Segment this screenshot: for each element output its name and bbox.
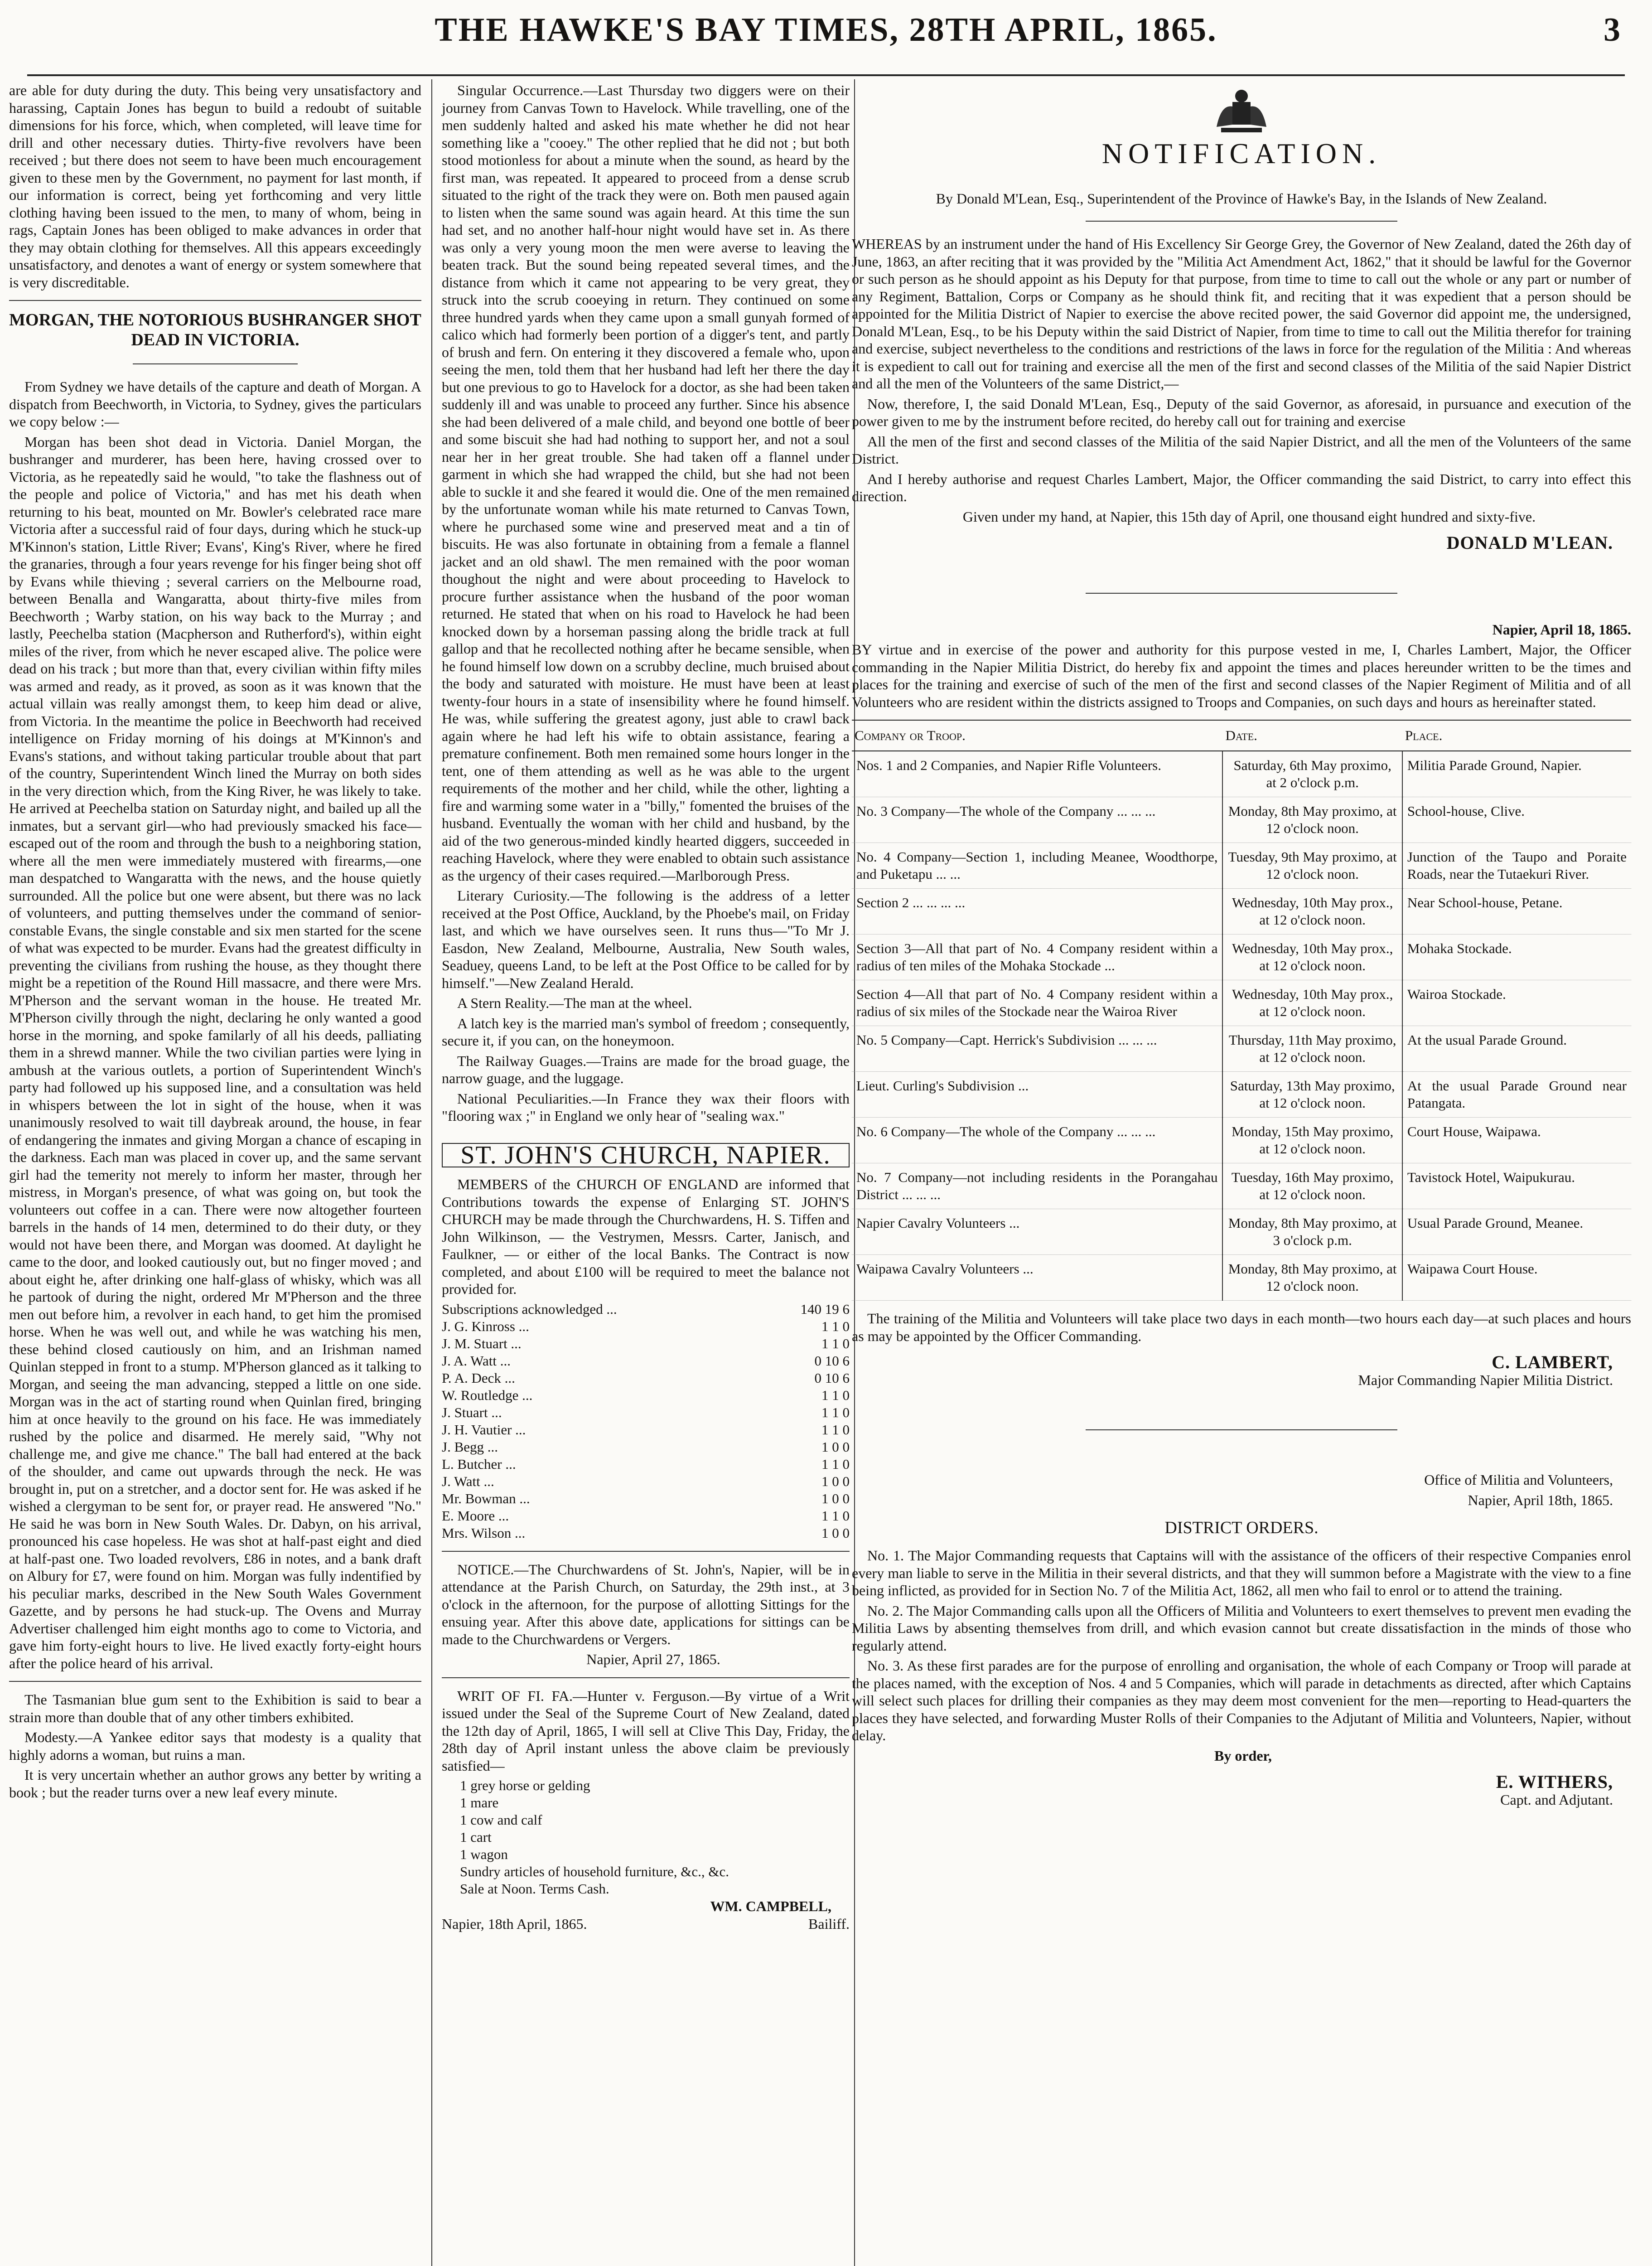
subscriber-amount: 1 0 0: [821, 1438, 850, 1455]
place-cell: Junction of the Taupo and Poraite Roads, near the Tutaekuri River.: [1402, 843, 1631, 889]
list-item: [442, 1473, 850, 1490]
company-cell: No. 7 Company—not including residents in the Porangahau District ... ... ...: [852, 1163, 1222, 1209]
article-paragraph: Morgan has been shot dead in Victoria. Daniel Morgan, the bushranger and murderer, has been here, having crossed over to Victoria, as he repeatedly said he would, "to take the flashness out of the people and police of Victoria," and has met his death when returning to his beat, mounted on Mr. Bowler's celebrated race mare Victoria after a successful raid of four days, during which he stuck-up M'Kinnon's station, Little River; Evans', King's River, where he fired the granaries, through a four years revenge for his finger being shot off by Evans while thieving ; several carriers on the Melbourne road, between Benalla and Wangaratta, about thirty-five miles from Beechworth ; Warby station, on his way back to the Murray ; and lastly, Peechelba station (Macpherson and Rutherford's), within eight miles of the river, from which he never escaped alive. The police were dead on his track ; but more than that, every civilian within fifty miles was armed and ready, as it proved, as soon as it was known that the actual villain was really amongst them, to keep him dead or alive, from Victoria. In the meantime the police in Beechworth had received intelligence on Friday morning of his doings at M'Kinnon's and Evans's stations, and without taking particular trouble about that part of the country, Superintendent Winch lined the Murray on both sides in the very direction which, from the King River, he was likely to take. He arrived at Peechelba station on Saturday night, and bailed up all the inmates, but a servant girl—who had previously smacked his face—escaped out of the room and through the bush to a neighboring station, where all the men were immediately mustered with firearms,—one man despatched to Wangaratta with the news, and the house quietly surrounded. All the police but one were absent, but there was no lack of volunteers, and putting themselves under the command of senior-constable Evans, the single constable and six men started for the scene of what was expected to be murder. Evans had the greatest difficulty in preventing the civilians from rushing the house, as they thought there might be a repetition of the Round Hill massacre, and there were Mrs. M'Pherson and the servant woman in the house. He treated Mr. M'Pherson civilly through the night, declaring he only wanted a good horse in the morning, and spoke familarly of all his deeds, palliating them in a shrewd manner. While the two civilian parties were lying in ambush at the various outlets, a portion of Superintendent Winch's party had followed up his supposed line, and a consultation was held in whispers between the lot in sight of the house, when it was unanimously resolved to wait till daybreak around, the house, in fear of endangering the inmates and giving Morgan a chance of escaping in the darkness. Each man was placed in cover up, and the same servant girl had the temerity not merely to inform her master, through her mistress, in Morgan's presence, of what was going on, but took the volunteers out coffee in a can. There were now altogether fourteen barrels in the hands of 14 men, determined to do their duty, or they would not have been there, and Morgan was doomed. At daylight he came to the door, and looked cautiously out, but no finger moved ; and about eight he, after drinking one half-glass of whisky, which was all he partook of during the night, ordered Mr M'Pherson and the three men out before him, a revolver in each hand, to get him the promised horse. When he was well out, and while he was watching his men, these behind closed cautiously on him, and an Irishman named Quinlan stepped in front to a stump. M'Pherson glanced as it talking to Morgan, and seeing the man advancing, stepped a little on one side. Morgan was in the act of starting round when Quinlan fired, bringing him at once heavily to the ground on his face. He was immediately rushed by the police and disarmed. He merely said, "Why not challenge me, and give me chance." The ball had entered at the back of the shoulder, and came out upwards through the neck. He was brought in, put on a stretcher, and a doctor sent for. He was asked if he wished a clergyman to be sent for, or prayer read. He answered "No." He said he was born in New South Wales. Dr. Dabyn, on his arrival, pronounced his case hopeless. He was shot at half-past eight and died at half-past one. Two loaded revolvers, £86 in notes, and a bank draft on Albury for £7, were found on him. Morgan was fully indentified by his peculiar marks, described in the New South Wales Government Gazette, and by persons he had stuck-up. The Ovens and Murray Advertiser challenged him eight months ago to come to Victoria, and gave him forty-eight hours to live. He lived exactly forty-eight hours after the police heard of his arrival.: [9, 433, 421, 1671]
company-cell: Section 3—All that part of No. 4 Company resident within a radius of ten miles of the Mohaka Stockade ...: [852, 934, 1222, 980]
place-cell: At the usual Parade Ground.: [1402, 1026, 1631, 1072]
writ-items: [442, 1777, 850, 1898]
notification-signature: DONALD M'LEAN.: [1446, 533, 1613, 553]
date-cell: Tuesday, 9th May proximo, at 12 o'clock noon.: [1222, 843, 1402, 889]
church-notice: MEMBERS of the CHURCH OF ENGLAND are informed that Contributions towards the expense of Enlarging ST. JOHN'S CHURCH may be made through the Churchwardens, H. S. Tiffen and John Wilkinson, — the Vestrymen, Messrs. Carter, Janisch, and Faulkner, — or either of the local Banks. The Contract is now completed, and about £100 will be required to meet the balance not provided for.: [442, 1176, 850, 1297]
article-paragraph: A latch key is the married man's symbol of freedom ; consequently, secure it, if you can, on the honeymoon.: [442, 1015, 850, 1049]
subscriber-amount: 1 1 0: [821, 1404, 850, 1420]
table-row: [852, 889, 1631, 934]
column-1: [9, 82, 421, 1804]
table-row: [852, 1118, 1631, 1163]
notification-whereas: WHEREAS by an instrument under the hand of His Excellency Sir George Grey, the Governor of New Zealand, dated the 26th day of June, 1863, an after reciting that it was provided by the "Militia Act Amendment Act, 1862," that it should be lawful for the Governor or such person as he should appoint as his Deputy for that purpose, from time to time to call out the whole or any part or number of any Regiment, Battalion, Corps or Company as he should think fit, and reciting that it was expedient that a person should be appointed for the Militia District of Napier to exercise the above recited power, the said Governor did appoint me, the undersigned, Donald M'Lean, Esq., to be his Deputy within the said District of Napier, from time to time to call out the Militia therefor for training and exercise, subject nevertheless to the conditions and restrictions of the laws in force for the regulation of the Militia : And whereas it is expedient to call out for training and exercise all the men of the first and second classes of the Militia of the said Napier District and all the men of the Volunteers of the same District,—: [852, 236, 1631, 392]
table-row: [852, 751, 1631, 797]
notification-byline: By Donald M'Lean, Esq., Superintendent of the Province of Hawke's Bay, in the Islands of New Zealand.: [936, 190, 1547, 207]
company-cell: No. 6 Company—The whole of the Company ... ... ...: [852, 1118, 1222, 1163]
column-header: Date.: [1222, 720, 1402, 751]
article-heading: MORGAN, THE NOTORIOUS BUSHRANGER SHOT DEAD IN VICTORIA.: [9, 310, 421, 349]
subscriber-amount: 1 1 0: [821, 1318, 850, 1334]
list-item: [442, 1438, 850, 1456]
divider: [1086, 221, 1397, 222]
list-item: [442, 1318, 850, 1335]
subscriber-name: E. Moore ...: [442, 1507, 509, 1524]
order-dateline: Napier, April 18, 1865.: [1492, 621, 1631, 638]
subscriber-name: J. M. Stuart ...: [442, 1335, 522, 1351]
place-cell: Militia Parade Ground, Napier.: [1402, 751, 1631, 797]
date-cell: Wednesday, 10th May prox., at 12 o'clock noon.: [1222, 934, 1402, 980]
column-2: [442, 82, 850, 1932]
list-item: [442, 1421, 850, 1438]
date-cell: Monday, 8th May proximo, at 3 o'clock p.m.: [1222, 1209, 1402, 1255]
place-cell: Court House, Waipawa.: [1402, 1118, 1631, 1163]
masthead: [27, 6, 1625, 76]
district-dateline: Napier, April 18th, 1865.: [1468, 1491, 1613, 1508]
article-paragraph: From Sydney we have details of the capture and death of Morgan. A dispatch from Beechworth, in Victoria, to Sydney, gives the particulars we copy below :—: [9, 378, 421, 430]
article-paragraph: Modesty.—A Yankee editor says that modesty is a quality that highly adorns a woman, but ruins a man.: [9, 1729, 421, 1763]
subscription-amount: 140 19 6: [800, 1301, 850, 1317]
date-cell: Monday, 15th May proximo, at 12 o'clock noon.: [1222, 1118, 1402, 1163]
list-item: [442, 1335, 850, 1352]
table-row: [852, 1026, 1631, 1072]
list-item: [442, 1490, 850, 1507]
list-item: 1 cart: [460, 1829, 492, 1845]
page-number: 3: [1604, 11, 1620, 48]
company-cell: Lieut. Curling's Subdivision ...: [852, 1072, 1222, 1118]
list-item: [442, 1387, 850, 1404]
list-item: 1 mare: [460, 1795, 499, 1811]
subscription-label: Subscriptions acknowledged ...: [442, 1301, 617, 1317]
divider: [1086, 593, 1397, 594]
date-cell: Thursday, 11th May proximo, at 12 o'clock noon.: [1222, 1026, 1402, 1072]
place-cell: Waipawa Court House.: [1402, 1255, 1631, 1301]
company-cell: No. 4 Company—Section 1, including Meanee, Woodthorpe, and Puketapu ... ...: [852, 843, 1222, 889]
order-signature: C. LAMBERT,: [1492, 1352, 1613, 1372]
place-cell: Mohaka Stockade.: [1402, 934, 1631, 980]
place-cell: Near School-house, Petane.: [1402, 889, 1631, 934]
writ-role: Bailiff.: [808, 1915, 850, 1932]
list-item: 1 grey horse or gelding: [460, 1777, 590, 1793]
district-signer-role: Capt. and Adjutant.: [1500, 1791, 1613, 1808]
district-order-item: No. 1. The Major Commanding requests that Captains will with the assistance of the officers of their respective Companies enrol every man liable to serve in the Militia in their several districts, and that they will summon before a Magistrate with the view to a fine being inflicted, as provided for in Section No. 7 of the Militia Act, 1862, all men who fail to enrol or to attend the training.: [852, 1547, 1631, 1598]
divider: [133, 363, 298, 364]
column-header: Place.: [1402, 720, 1631, 751]
date-cell: Tuesday, 16th May proximo, at 12 o'clock noon.: [1222, 1163, 1402, 1209]
subscriber-name: P. A. Deck ...: [442, 1370, 515, 1386]
table-row: [852, 934, 1631, 980]
column-header: Company or Troop.: [852, 720, 1222, 751]
notification-paragraph: And I hereby authorise and request Charles Lambert, Major, the Officer commanding the said District, to carry into effect this direction.: [852, 470, 1631, 504]
writ-notice: WRIT OF FI. FA.—Hunter v. Ferguson.—By virtue of a Writ issued under the Seal of the Supreme Court of New Zealand, dated the 12th day of April, 1865, I will sell at Clive This Day, Friday, the 28th day of April instant unless the above claim be previously satisfied—: [442, 1687, 850, 1774]
by-order: By order,: [1214, 1747, 1272, 1764]
company-cell: Nos. 1 and 2 Companies, and Napier Rifle Volunteers.: [852, 751, 1222, 797]
column-3: [852, 82, 1631, 1811]
date-cell: Monday, 8th May proximo, at 12 o'clock noon.: [1222, 1255, 1402, 1301]
subscriber-name: L. Butcher ...: [442, 1456, 516, 1472]
royal-coat-of-arms-icon: [1208, 86, 1275, 136]
date-cell: Wednesday, 10th May prox., at 12 o'clock noon.: [1222, 980, 1402, 1026]
writ-footer: [442, 1915, 850, 1933]
divider: [442, 1551, 850, 1552]
company-cell: Napier Cavalry Volunteers ...: [852, 1209, 1222, 1255]
writ-signature: WM. CAMPBELL,: [710, 1898, 831, 1914]
table-row: [852, 980, 1631, 1026]
subscriber-amount: 0 10 6: [814, 1370, 850, 1386]
article-continuation: are able for duty during the duty. This being very unsatisfactory and harassing, Captain Jones has begun to build a redoubt of suitable dimensions for his force, which, when completed, will leave time for drill and other necessary duties. Thirty-five revolvers have been received ; but there does not seem to have been much encouragement given to these men by the Government, no payment for last month, if our information is correct, being yet forthcoming and very little clothing having been issued to the men, to many of whom, being in rags, Captain Jones has been obliged to make advances in order that they may obtain clothing for themselves. All this appears exceedingly unsatisfactory, and denotes a want of energy or system somewhere that is very discreditable.: [9, 82, 421, 291]
date-cell: Wednesday, 10th May prox., at 12 o'clock noon.: [1222, 889, 1402, 934]
subscriber-name: J. A. Watt ...: [442, 1352, 511, 1369]
subscriber-amount: 1 1 0: [821, 1507, 850, 1524]
article-paragraph: A Stern Reality.—The man at the wheel.: [457, 995, 692, 1011]
list-item: [442, 1370, 850, 1387]
subscriber-amount: 1 1 0: [821, 1421, 850, 1438]
divider: [442, 1677, 850, 1678]
district-order-item: No. 3. As these first parades are for the purpose of enrolling and organisation, the whole of each Company or Troop will parade at the places named, with the exception of Nos. 4 and 5 Companies, which will parade in detachments as directed, after which Captains will select such places for drilling their companies as they may deem most convenient for the men—reporting to Head-quarters the places they have selected, and forwarding Muster Rolls of their Companies to the Adjutant of Militia and Volunteers, Napier, without delay.: [852, 1657, 1631, 1743]
table-row: [852, 1072, 1631, 1118]
district-order-item: No. 2. The Major Commanding calls upon all the Officers of Militia and Volunteers to exert themselves to prevent men evading the Militia Laws by absenting themselves from drill, and which evasion cannot but create dissatisfaction in the minds of those who regularly attend.: [852, 1602, 1631, 1654]
vestry-notice: NOTICE.—The Churchwardens of St. John's, Napier, will be in attendance at the Parish Church, on Saturday, the 29th inst., at 3 o'clock in the afternoon, for the purpose of allotting Sittings for the ensuing year. After this above date, applications for sittings can be made to the Churchwardens or Vergers.: [442, 1561, 850, 1647]
divider: [9, 300, 421, 301]
subscriber-amount: 1 0 0: [821, 1525, 850, 1541]
list-item: 1 cow and calf: [460, 1812, 542, 1828]
place-cell: Wairoa Stockade.: [1402, 980, 1631, 1026]
list-item: [442, 1525, 850, 1542]
order-footer: The training of the Militia and Volunteers will take place two days in each month—two hours each day—at such places and hours as may be appointed by the Officer Commanding.: [852, 1310, 1631, 1344]
list-item: [442, 1352, 850, 1370]
date-cell: Monday, 8th May proximo, at 12 o'clock noon.: [1222, 797, 1402, 843]
subscriber-name: J. Watt ...: [442, 1473, 494, 1489]
subscriber-name: J. Begg ...: [442, 1438, 498, 1455]
subscriber-amount: 1 1 0: [821, 1456, 850, 1472]
writ-date: Napier, 18th April, 1865.: [442, 1915, 587, 1932]
subscriber-amount: 1 1 0: [821, 1335, 850, 1351]
table-row: [852, 1255, 1631, 1301]
company-cell: Section 2 ... ... ... ...: [852, 889, 1222, 934]
article-paragraph: It is very uncertain whether an author grows any better by writing a book ; but the reader turns over a new leaf every minute.: [9, 1767, 421, 1801]
company-cell: No. 5 Company—Capt. Herrick's Subdivision ... ... ...: [852, 1026, 1222, 1072]
notification-given: Given under my hand, at Napier, this 15th day of April, one thousand eight hundred and sixty-five.: [962, 508, 1536, 525]
article-paragraph: The Tasmanian blue gum sent to the Exhibition is said to bear a strain more than double that of any other timbers exhibited.: [9, 1691, 421, 1725]
subscription-list: [442, 1301, 850, 1542]
company-cell: No. 3 Company—The whole of the Company ... ... ...: [852, 797, 1222, 843]
subscriber-amount: 1 1 0: [821, 1387, 850, 1403]
subscriber-name: Mrs. Wilson ...: [442, 1525, 526, 1541]
article-paragraph: National Peculiarities.—In France they wax their floors with "flooring wax ;" in England we only hear of "sealing wax.": [442, 1090, 850, 1124]
table-row: [852, 797, 1631, 843]
place-cell: School-house, Clive.: [1402, 797, 1631, 843]
subscriber-amount: 1 0 0: [821, 1490, 850, 1506]
list-item: [442, 1301, 850, 1318]
table-header-row: [852, 720, 1631, 751]
notification-paragraph: Now, therefore, I, the said Donald M'Lean, Esq., Deputy of the said Governor, as aforesaid, in pursuance and execution of the power given to me by the instrument before recited, do hereby call out for training and exercise: [852, 395, 1631, 429]
order-body: BY virtue and in exercise of the power and authority for this purpose vested in me, I, Charles Lambert, Major, the Officer commanding in the Napier Militia District, do hereby fix and appoint the times and places hereunder written to be the times and places for the training and exercise of such of the men of the first and second classes of the Napier Regiment of Militia and of all Volunteers who are resident within the districts assigned to Troops and Companies, on such days and hours as hereinafter stated.: [852, 641, 1631, 710]
article-paragraph: The Railway Guages.—Trains are made for the broad guage, the narrow guage, and the luggage.: [442, 1052, 850, 1086]
place-cell: Tavistock Hotel, Waipukurau.: [1402, 1163, 1631, 1209]
notice-date: Napier, April 27, 1865.: [586, 1651, 720, 1667]
district-signature: E. WITHERS,: [1496, 1772, 1613, 1792]
church-heading: ST. JOHN'S CHURCH, NAPIER.: [442, 1143, 850, 1168]
list-item: Sundry articles of household furniture, &c., &c.: [460, 1864, 729, 1879]
subscriber-name: W. Routledge ...: [442, 1387, 533, 1403]
list-item: [442, 1456, 850, 1473]
divider: [1086, 1429, 1397, 1430]
company-cell: Section 4—All that part of No. 4 Company resident within a radius of six miles of the Stockade near the Wairoa River: [852, 980, 1222, 1026]
table-row: [852, 1163, 1631, 1209]
article-paragraph: Singular Occurrence.—Last Thursday two diggers were on their journey from Canvas Town to Havelock. While travelling, one of the men suddenly halted and asked his mate whether he did not hear something like a "cooey." The other replied that he did not ; but both stood motionless for about a minute when the sound, as heard by the first man, was repeated. It appeared to proceed from a dense scrub situated to the right of the track they were on. Both men paused again to listen when the same sound was again heard. At this time the sun had set, and no another half-hour night would have set in. As there was only a very young moon the men were averse to leaving the beaten track. But the sound being repeated several times, and the distance from which it came not appearing to be very great, they struck into the scrub cooeying in return. They continued on some three hundred yards when they came upon a small gunyah formed of calico which had formerly been portion of a digger's tent, and partly of brush and fern. On entering it they discovered a female who, upon seeing the men, told them that her husband had left her there the day but one previous to go to Havelock for a doctor, as she had been taken suddenly ill and was unable to proceed any further. Since his absence she had been delivered of a male child, and beyond one bottle of beer and some biscuit she had had nothing to support her, and not a soul near her in her great trouble. She had taken off a flannel under garment in which she had wrapped the child, but she had not been able to suckle it and she feared it would die. One of the men remained by the unfortunate woman while his mate returned to Canvas Town, where he purchased some wine and preserved meat and a tin of biscuits. He was also fortunate in obtaining from a female a flannel jacket and an old shawl. The men remained with the poor woman thoughout the night and were about proceeding to Havelock to procure further assistance when the husband of the poor woman returned. He stated that when on his road to Havelock he had been knocked down by a horseman passing along the bridle track at full gallop and that he recollected nothing after he became sensible, when he found himself low down on a scrubby decline, much bruised about the body and saturated with moisture. He must have been at least twenty-four hours in a state of insensibility where he found himself. He was, while suffering the greatest agony, just able to crawl back again where he had left his wife to obtain assistance, fearing a premature confinement. Both men remained some hours longer in the tent, one of them attending as well as he was able to the urgent requirements of the mother and her child, while the other, lighting a fire and warming some water in a "billy," fomented the bruises of the husband. Eventually the woman with her child and husband, by the aid of the two generous-minded kindly hearted diggers, succeeded in reaching Havelock, where they were enabled to obtain such assistance as the urgency of their cases required.—Marlborough Press.: [442, 82, 850, 884]
district-office: Office of Militia and Volunteers,: [1424, 1472, 1613, 1488]
table-row: [852, 843, 1631, 889]
list-item: 1 wagon: [460, 1846, 508, 1862]
subscriber-name: J. Stuart ...: [442, 1404, 502, 1420]
subscriber-name: Mr. Bowman ...: [442, 1490, 530, 1506]
list-item: [442, 1507, 850, 1525]
masthead-title: THE HAWKE'S BAY TIMES, 28TH APRIL, 1865.: [435, 11, 1217, 48]
notification-paragraph: All the men of the first and second classes of the Militia of the said Napier District, and all the men of the Volunteers of the same District.: [852, 433, 1631, 467]
subscriber-amount: 1 0 0: [821, 1473, 850, 1489]
place-cell: At the usual Parade Ground near Patangata.: [1402, 1072, 1631, 1118]
divider: [9, 1681, 421, 1682]
place-cell: Usual Parade Ground, Meanee.: [1402, 1209, 1631, 1255]
list-item: [442, 1404, 850, 1421]
column-divider: [431, 79, 432, 2266]
district-orders-heading: DISTRICT ORDERS.: [1164, 1518, 1319, 1537]
subscriber-name: J. H. Vautier ...: [442, 1421, 526, 1438]
list-item: Sale at Noon. Terms Cash.: [460, 1881, 609, 1897]
order-signer-title: Major Commanding Napier Militia District.: [1358, 1371, 1613, 1388]
notification-heading: NOTIFICATION.: [1101, 137, 1381, 169]
table-row: [852, 1209, 1631, 1255]
date-cell: Saturday, 6th May proximo, at 2 o'clock p.m.: [1222, 751, 1402, 797]
training-schedule-table: [852, 720, 1631, 1301]
company-cell: Waipawa Cavalry Volunteers ...: [852, 1255, 1222, 1301]
subscriber-name: J. G. Kinross ...: [442, 1318, 529, 1334]
subscriber-amount: 0 10 6: [814, 1352, 850, 1369]
article-paragraph: Literary Curiosity.—The following is the address of a letter received at the Post Office, Auckland, by the Phoebe's mail, on Friday last, and which we have ourselves seen. It runs thus—"To Mr J. Easdon, New Zealand, Melbourne, Australia, New South wales, Seaduey, queens Land, to be left at the Post Office to be called for by himself."—New Zealand Herald.: [442, 887, 850, 991]
date-cell: Saturday, 13th May proximo, at 12 o'clock noon.: [1222, 1072, 1402, 1118]
